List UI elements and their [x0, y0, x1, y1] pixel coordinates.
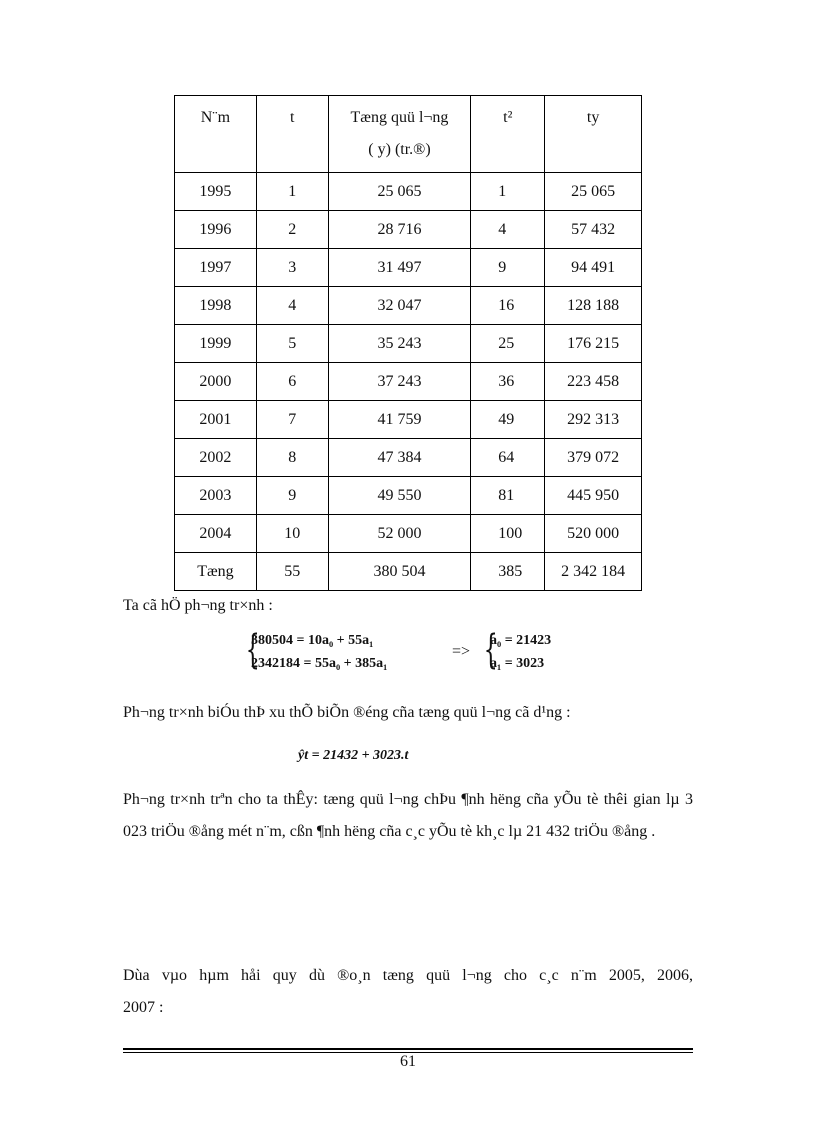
cell-ty: 520 000 — [545, 515, 642, 553]
trend-intro: Ph¬ng tr×nh biÓu thÞ xu thÕ biÕn ®éng cña tæng quü l¬ng cã d¹ng : — [123, 704, 571, 721]
header-y-line2: ( y) (tr.®) — [368, 141, 431, 158]
cell-year: 1996 — [175, 211, 257, 249]
cell-t: 1 — [256, 173, 328, 211]
cell-ty: 57 432 — [545, 211, 642, 249]
cell-year: 2003 — [175, 477, 257, 515]
table-row — [175, 287, 642, 325]
cell-ty: 292 313 — [545, 401, 642, 439]
forecast-line-1: Dùa vµo hµm håi quy dù ®o¸n tæng quü l¬ng cho c¸c n¨m 2005, 2006, — [123, 967, 693, 984]
cell-year: 2001 — [175, 401, 257, 439]
total-y: 380 504 — [328, 553, 471, 591]
cell-t: 6 — [256, 363, 328, 401]
cell-t2: 64 — [471, 439, 545, 477]
cell-ty: 445 950 — [545, 477, 642, 515]
header-y-line1: Tæng quü l¬ng — [350, 109, 449, 126]
forecast-line-2: 2007 : — [123, 999, 164, 1016]
left-brace-2: { — [483, 627, 498, 673]
table-row — [175, 325, 642, 363]
total-t2: 385 — [471, 553, 545, 591]
table-row — [175, 439, 642, 477]
cell-t2: 16 — [471, 287, 545, 325]
cell-ty: 25 065 — [545, 173, 642, 211]
cell-t: 3 — [256, 249, 328, 287]
cell-t: 4 — [256, 287, 328, 325]
cell-year: 1999 — [175, 325, 257, 363]
cell-t2: 81 — [471, 477, 545, 515]
system-eq-2: 2342184 = 55a₀ + 385a₁ — [251, 656, 388, 671]
cell-t: 7 — [256, 401, 328, 439]
header-year — [175, 96, 257, 173]
cell-y: 49 550 — [328, 477, 471, 515]
cell-y: 31 497 — [328, 249, 471, 287]
cell-t: 10 — [256, 515, 328, 553]
cell-y: 41 759 — [328, 401, 471, 439]
left-brace-1: { — [245, 627, 260, 673]
cell-year: 1998 — [175, 287, 257, 325]
cell-year: 1997 — [175, 249, 257, 287]
fund-table — [174, 95, 642, 591]
cell-year: 2004 — [175, 515, 257, 553]
cell-t: 8 — [256, 439, 328, 477]
page-number: 61 — [400, 1053, 416, 1070]
header-ty-label: ty — [586, 109, 600, 126]
solution-a0: a₀ = 21423 — [490, 633, 552, 648]
table-row — [175, 515, 642, 553]
header-t2 — [471, 96, 545, 173]
total-ty: 2 342 184 — [545, 553, 642, 591]
cell-t2: 36 — [471, 363, 545, 401]
header-y — [328, 96, 471, 173]
cell-y: 28 716 — [328, 211, 471, 249]
table-row — [175, 477, 642, 515]
explanation-paragraph: Ph¬ng tr×nh trªn cho ta thÊy: tæng quü l¬ng chÞu ¶nh hëng cña yÕu tè thêi gian lµ 3 023 triÖu ®ång mét n¨m, cßn ¶nh hëng cña c¸c yÕu tè kh¸c lµ 21 432 triÖu ®ång . — [123, 791, 693, 840]
cell-t2: 100 — [471, 515, 545, 553]
cell-t2: 25 — [471, 325, 545, 363]
cell-t2: 9 — [471, 249, 545, 287]
cell-year: 2000 — [175, 363, 257, 401]
cell-ty: 176 215 — [545, 325, 642, 363]
system-eq-1: 380504 = 10a₀ + 55a₁ — [251, 633, 374, 648]
header-t2-label: t² — [503, 109, 513, 126]
system-intro: Ta cã hÖ ph¬ng tr×nh : — [123, 597, 273, 614]
header-year-label: N¨m — [200, 109, 231, 126]
table-header-row — [175, 96, 642, 173]
table-total-row — [175, 553, 642, 591]
solution-a1: a₁ = 3023 — [490, 656, 545, 671]
cell-y: 32 047 — [328, 287, 471, 325]
cell-ty: 94 491 — [545, 249, 642, 287]
cell-t: 9 — [256, 477, 328, 515]
table-row — [175, 363, 642, 401]
header-ty — [545, 96, 642, 173]
cell-y: 35 243 — [328, 325, 471, 363]
cell-t: 2 — [256, 211, 328, 249]
table-row — [175, 249, 642, 287]
cell-year: 1995 — [175, 173, 257, 211]
cell-year: 2002 — [175, 439, 257, 477]
cell-y: 47 384 — [328, 439, 471, 477]
cell-ty: 223 458 — [545, 363, 642, 401]
table-row — [175, 173, 642, 211]
cell-y: 25 065 — [328, 173, 471, 211]
header-t-label: t — [290, 109, 295, 126]
total-t: 55 — [256, 553, 328, 591]
trend-equation: ŷt = 21432 + 3023.t — [298, 748, 409, 763]
cell-ty: 128 188 — [545, 287, 642, 325]
total-label: Tæng — [175, 553, 257, 591]
header-t — [256, 96, 328, 173]
cell-t2: 49 — [471, 401, 545, 439]
cell-y: 37 243 — [328, 363, 471, 401]
cell-t2: 4 — [471, 211, 545, 249]
table-row — [175, 401, 642, 439]
cell-y: 52 000 — [328, 515, 471, 553]
table-row — [175, 211, 642, 249]
cell-ty: 379 072 — [545, 439, 642, 477]
footer-rule-thick — [123, 1048, 693, 1050]
implies-arrow: => — [452, 643, 471, 660]
cell-t: 5 — [256, 325, 328, 363]
cell-t2: 1 — [471, 173, 545, 211]
